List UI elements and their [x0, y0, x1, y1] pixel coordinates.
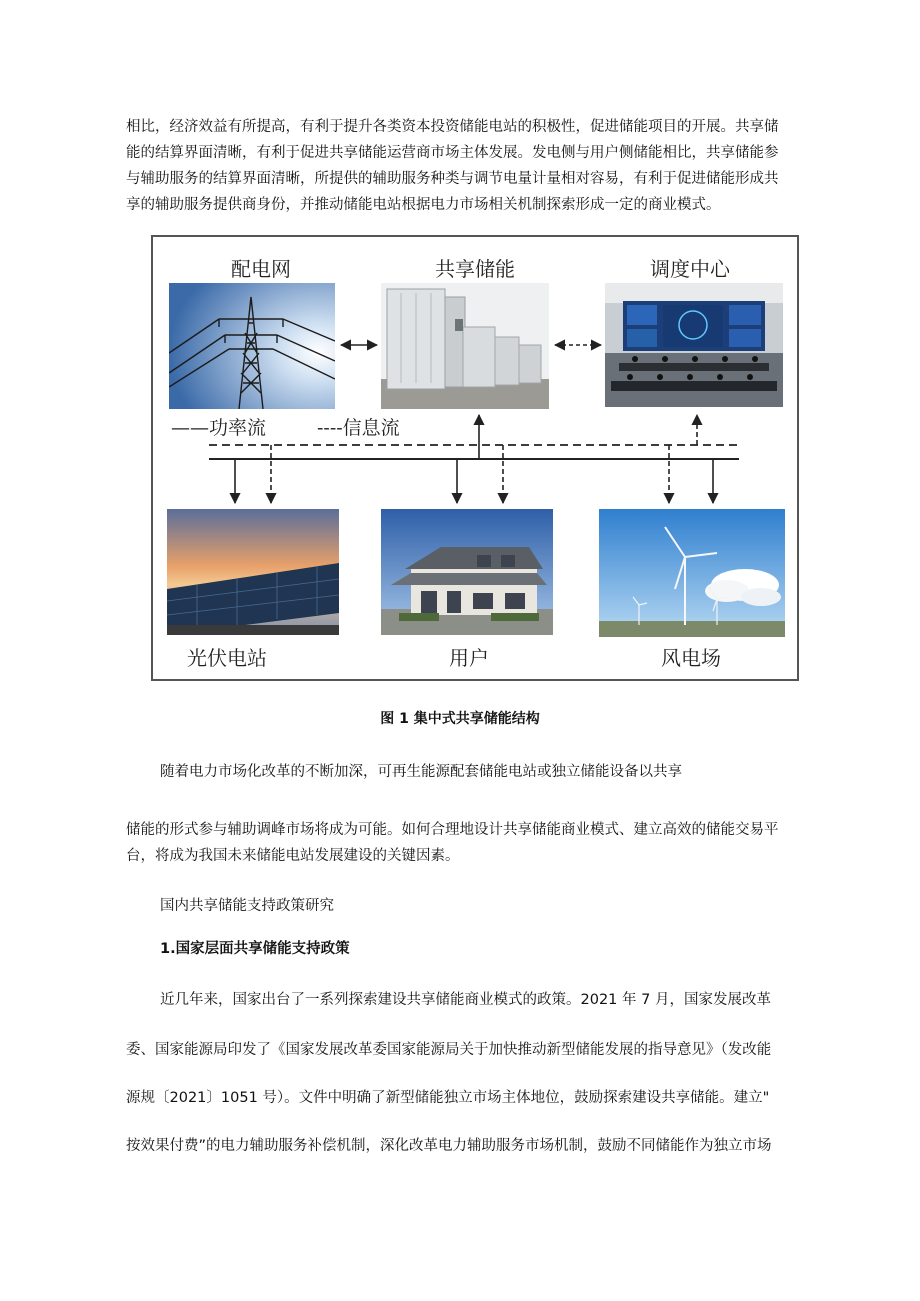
intro-line-1: 相比，经济效益有所提高，有利于提升各类资本投资储能电站的积极性，促进储能项目的开展。共享储: [126, 119, 779, 135]
para2-line-3: 台，将成为我国未来储能电站发展建设的关键因素。: [126, 848, 460, 864]
figure-caption: 图 1 集中式共享储能结构: [380, 711, 540, 727]
legend-info-flow: ----信息流: [317, 417, 400, 439]
figure-label-pv: 光伏电站: [187, 646, 267, 670]
shared-storage-structure-figure: [151, 235, 799, 681]
para3-line-1: 近几年来，国家出台了一系列探索建设共享储能商业模式的政策。2021 年 7 月，国家发展改革: [160, 992, 771, 1008]
intro-line-3: 与辅助服务的结算界面清晰，所提供的辅助服务种类与调节电量计量相对容易，有利于促进储能形成共: [126, 171, 779, 187]
legend-power-flow: ——功率流: [171, 417, 267, 439]
figure-label-grid: 配电网: [231, 257, 291, 281]
user-house-image: [381, 509, 553, 635]
figure-label-storage: 共享储能: [435, 257, 515, 281]
para2-line-1: 随着电力市场化改革的不断加深，可再生能源配套储能电站或独立储能设备以共享: [160, 764, 682, 780]
para2-line-2: 储能的形式参与辅助调峰市场将成为可能。如何合理地设计共享储能商业模式、建立高效的储能交易平: [126, 822, 779, 838]
pv-station-image: [167, 509, 339, 635]
para3-line-3: 源规〔2021〕1051 号）。文件中明确了新型储能独立市场主体地位，鼓励探索建设共享储能。建立": [126, 1090, 770, 1106]
figure-label-wind: 风电场: [661, 646, 721, 670]
subsection-title: 1.国家层面共享储能支持政策: [160, 941, 350, 957]
section-title: 国内共享储能支持政策研究: [160, 898, 334, 914]
figure-label-dispatch: 调度中心: [650, 257, 730, 281]
para3-line-4: 按效果付费”的电力辅助服务补偿机制，深化改革电力辅助服务市场机制，鼓励不同储能作为独立市场: [126, 1138, 772, 1154]
intro-line-2: 能的结算界面清晰，有利于促进共享储能运营商市场主体发展。发电侧与用户侧储能相比，共享储能参: [126, 145, 779, 161]
figure-label-user: 用户: [449, 646, 489, 670]
intro-line-4: 享的辅助服务提供商身份，并推动储能电站根据电力市场相关机制探索形成一定的商业模式。: [126, 197, 721, 213]
wind-farm-image: [599, 509, 785, 637]
para3-line-2: 委、国家能源局印发了《国家发展改革委国家能源局关于加快推动新型储能发展的指导意见》（发改能: [126, 1042, 772, 1058]
